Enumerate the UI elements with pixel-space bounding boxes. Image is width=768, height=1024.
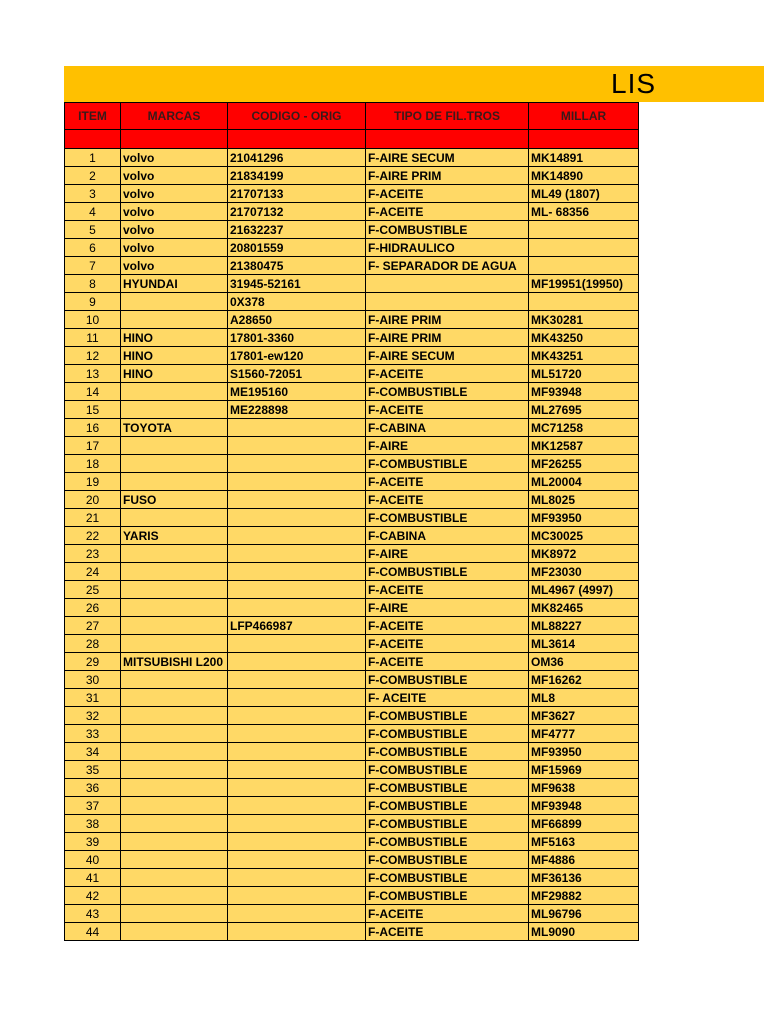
cell-codigo[interactable]: 21707133: [228, 185, 366, 203]
cell-millar[interactable]: MF29882: [529, 887, 639, 905]
cell-tipo[interactable]: F-CABINA: [366, 419, 529, 437]
cell-codigo[interactable]: [228, 473, 366, 491]
cell-millar[interactable]: MF36136: [529, 869, 639, 887]
cell-codigo[interactable]: [228, 527, 366, 545]
cell-millar[interactable]: MF19951(19950): [529, 275, 639, 293]
blank-cell[interactable]: [65, 130, 121, 149]
cell-millar[interactable]: MF26255: [529, 455, 639, 473]
cell-item[interactable]: 18: [65, 455, 121, 473]
cell-marca[interactable]: [121, 923, 228, 941]
table-row: [65, 311, 639, 329]
cell-item[interactable]: 38: [65, 815, 121, 833]
cell-marca[interactable]: [121, 815, 228, 833]
cell-tipo[interactable]: F-HIDRAULICO: [366, 239, 529, 257]
table-row: [65, 365, 639, 383]
cell-codigo[interactable]: [228, 491, 366, 509]
cell-tipo[interactable]: F-COMBUSTIBLE: [366, 725, 529, 743]
cell-item[interactable]: 3: [65, 185, 121, 203]
cell-codigo[interactable]: ME228898: [228, 401, 366, 419]
cell-millar[interactable]: MF16262: [529, 671, 639, 689]
table-row: [65, 779, 639, 797]
cell-millar[interactable]: MK30281: [529, 311, 639, 329]
table-row: [65, 707, 639, 725]
cell-marca[interactable]: [121, 635, 228, 653]
cell-tipo[interactable]: F-COMBUSTIBLE: [366, 509, 529, 527]
cell-tipo[interactable]: F-COMBUSTIBLE: [366, 869, 529, 887]
cell-millar[interactable]: ML49 (1807): [529, 185, 639, 203]
header-codigo[interactable]: CODIGO - ORIG: [228, 103, 366, 130]
cell-tipo[interactable]: F-AIRE PRIM: [366, 167, 529, 185]
cell-item[interactable]: 37: [65, 797, 121, 815]
cell-marca[interactable]: HYUNDAI: [121, 275, 228, 293]
table-row: [65, 383, 639, 401]
cell-item[interactable]: 33: [65, 725, 121, 743]
cell-codigo[interactable]: 17801-ew120: [228, 347, 366, 365]
cell-codigo[interactable]: [228, 779, 366, 797]
cell-millar[interactable]: MF93950: [529, 509, 639, 527]
cell-item[interactable]: 42: [65, 887, 121, 905]
table-row: [65, 545, 639, 563]
cell-codigo[interactable]: [228, 689, 366, 707]
cell-codigo[interactable]: [228, 671, 366, 689]
cell-codigo[interactable]: [228, 725, 366, 743]
cell-item[interactable]: 44: [65, 923, 121, 941]
cell-millar[interactable]: MK14890: [529, 167, 639, 185]
cell-marca[interactable]: volvo: [121, 167, 228, 185]
cell-codigo[interactable]: [228, 869, 366, 887]
cell-tipo[interactable]: F-ACEITE: [366, 617, 529, 635]
cell-millar[interactable]: ML3614: [529, 635, 639, 653]
cell-tipo[interactable]: F-ACEITE: [366, 203, 529, 221]
cell-marca[interactable]: [121, 761, 228, 779]
header-marcas[interactable]: MARCAS: [121, 103, 228, 130]
cell-codigo[interactable]: [228, 887, 366, 905]
cell-tipo[interactable]: F- SEPARADOR DE AGUA: [366, 257, 529, 275]
cell-codigo[interactable]: S1560-72051: [228, 365, 366, 383]
blank-cell[interactable]: [366, 130, 529, 149]
cell-codigo[interactable]: [228, 509, 366, 527]
cell-millar[interactable]: MK8972: [529, 545, 639, 563]
cell-millar[interactable]: MF93950: [529, 743, 639, 761]
cell-item[interactable]: 16: [65, 419, 121, 437]
table-row: [65, 653, 639, 671]
cell-item[interactable]: 6: [65, 239, 121, 257]
cell-marca[interactable]: [121, 383, 228, 401]
cell-tipo[interactable]: F-AIRE: [366, 545, 529, 563]
cell-item[interactable]: 12: [65, 347, 121, 365]
table-row: [65, 455, 639, 473]
table-row: [65, 239, 639, 257]
cell-tipo[interactable]: F-AIRE: [366, 437, 529, 455]
cell-marca[interactable]: HINO: [121, 347, 228, 365]
cell-millar[interactable]: [529, 239, 639, 257]
cell-tipo[interactable]: F-ACEITE: [366, 905, 529, 923]
cell-marca[interactable]: [121, 509, 228, 527]
cell-tipo[interactable]: F-ACEITE: [366, 581, 529, 599]
cell-millar[interactable]: MC30025: [529, 527, 639, 545]
cell-codigo[interactable]: [228, 419, 366, 437]
table-row: [65, 725, 639, 743]
table-row: [65, 221, 639, 239]
cell-tipo[interactable]: F-COMBUSTIBLE: [366, 671, 529, 689]
table-row: [65, 149, 639, 167]
cell-marca[interactable]: [121, 905, 228, 923]
cell-item[interactable]: 10: [65, 311, 121, 329]
cell-item[interactable]: 41: [65, 869, 121, 887]
cell-millar[interactable]: [529, 221, 639, 239]
cell-codigo[interactable]: 21834199: [228, 167, 366, 185]
cell-tipo[interactable]: F-ACEITE: [366, 653, 529, 671]
cell-marca[interactable]: [121, 671, 228, 689]
cell-item[interactable]: 1: [65, 149, 121, 167]
cell-millar[interactable]: ML20004: [529, 473, 639, 491]
cell-item[interactable]: 13: [65, 365, 121, 383]
cell-item[interactable]: 9: [65, 293, 121, 311]
cell-millar[interactable]: ML9090: [529, 923, 639, 941]
cell-millar[interactable]: ML8025: [529, 491, 639, 509]
cell-millar[interactable]: ML51720: [529, 365, 639, 383]
table-row: [65, 491, 639, 509]
table-row: [65, 401, 639, 419]
cell-codigo[interactable]: [228, 563, 366, 581]
cell-item[interactable]: 32: [65, 707, 121, 725]
cell-codigo[interactable]: 21041296: [228, 149, 366, 167]
cell-marca[interactable]: [121, 887, 228, 905]
cell-marca[interactable]: [121, 545, 228, 563]
cell-millar[interactable]: MF4777: [529, 725, 639, 743]
cell-item[interactable]: 24: [65, 563, 121, 581]
cell-item[interactable]: 5: [65, 221, 121, 239]
cell-millar[interactable]: OM36: [529, 653, 639, 671]
cell-tipo[interactable]: F-ACEITE: [366, 185, 529, 203]
cell-item[interactable]: 23: [65, 545, 121, 563]
cell-tipo[interactable]: F-ACEITE: [366, 365, 529, 383]
cell-marca[interactable]: [121, 311, 228, 329]
cell-item[interactable]: 25: [65, 581, 121, 599]
cell-tipo[interactable]: F-AIRE SECUM: [366, 149, 529, 167]
cell-codigo[interactable]: 21380475: [228, 257, 366, 275]
cell-marca[interactable]: [121, 725, 228, 743]
cell-item[interactable]: 19: [65, 473, 121, 491]
cell-marca[interactable]: MITSUBISHI L200: [121, 653, 228, 671]
cell-tipo[interactable]: F-ACEITE: [366, 923, 529, 941]
cell-millar[interactable]: MF3627: [529, 707, 639, 725]
cell-marca[interactable]: YARIS: [121, 527, 228, 545]
cell-tipo[interactable]: F-CABINA: [366, 527, 529, 545]
cell-marca[interactable]: TOYOTA: [121, 419, 228, 437]
table-row: [65, 293, 639, 311]
cell-millar[interactable]: [529, 257, 639, 275]
cell-item[interactable]: 8: [65, 275, 121, 293]
cell-item[interactable]: 2: [65, 167, 121, 185]
cell-tipo[interactable]: F-COMBUSTIBLE: [366, 851, 529, 869]
cell-tipo[interactable]: F-COMBUSTIBLE: [366, 563, 529, 581]
cell-millar[interactable]: MC71258: [529, 419, 639, 437]
cell-codigo[interactable]: 21632237: [228, 221, 366, 239]
blank-cell[interactable]: [228, 130, 366, 149]
cell-codigo[interactable]: 31945-52161: [228, 275, 366, 293]
table-row: [65, 833, 639, 851]
cell-marca[interactable]: HINO: [121, 365, 228, 383]
cell-codigo[interactable]: [228, 833, 366, 851]
cell-marca[interactable]: [121, 599, 228, 617]
cell-codigo[interactable]: [228, 797, 366, 815]
cell-millar[interactable]: MK14891: [529, 149, 639, 167]
cell-item[interactable]: 15: [65, 401, 121, 419]
blank-header-row: [65, 130, 639, 149]
cell-millar[interactable]: MK82465: [529, 599, 639, 617]
cell-item[interactable]: 21: [65, 509, 121, 527]
cell-codigo[interactable]: [228, 923, 366, 941]
table-row: [65, 851, 639, 869]
cell-tipo[interactable]: [366, 275, 529, 293]
cell-codigo[interactable]: [228, 635, 366, 653]
cell-millar[interactable]: MF9638: [529, 779, 639, 797]
table-row: [65, 275, 639, 293]
cell-millar[interactable]: MF66899: [529, 815, 639, 833]
cell-millar[interactable]: MK12587: [529, 437, 639, 455]
cell-marca[interactable]: [121, 689, 228, 707]
cell-tipo[interactable]: F-COMBUSTIBLE: [366, 887, 529, 905]
header-millar[interactable]: MILLAR: [529, 103, 639, 130]
cell-marca[interactable]: volvo: [121, 203, 228, 221]
cell-marca[interactable]: [121, 473, 228, 491]
cell-tipo[interactable]: F-COMBUSTIBLE: [366, 455, 529, 473]
cell-item[interactable]: 34: [65, 743, 121, 761]
table-row: [65, 617, 639, 635]
cell-millar[interactable]: MF93948: [529, 797, 639, 815]
cell-item[interactable]: 39: [65, 833, 121, 851]
table-row: [65, 635, 639, 653]
cell-marca[interactable]: [121, 293, 228, 311]
cell-codigo[interactable]: A28650: [228, 311, 366, 329]
table-row: [65, 563, 639, 581]
cell-marca[interactable]: volvo: [121, 221, 228, 239]
cell-millar[interactable]: ML- 68356: [529, 203, 639, 221]
cell-millar[interactable]: MF4886: [529, 851, 639, 869]
cell-tipo[interactable]: F-AIRE SECUM: [366, 347, 529, 365]
cell-marca[interactable]: [121, 833, 228, 851]
cell-codigo[interactable]: [228, 653, 366, 671]
header-tipo[interactable]: TIPO DE FIL.TROS: [366, 103, 529, 130]
cell-marca[interactable]: [121, 617, 228, 635]
cell-item[interactable]: 14: [65, 383, 121, 401]
cell-codigo[interactable]: [228, 581, 366, 599]
cell-tipo[interactable]: F-AIRE PRIM: [366, 329, 529, 347]
cell-codigo[interactable]: [228, 905, 366, 923]
header-row: [65, 103, 639, 130]
table-row: [65, 527, 639, 545]
cell-item[interactable]: 28: [65, 635, 121, 653]
cell-marca[interactable]: volvo: [121, 149, 228, 167]
table-row: [65, 923, 639, 941]
cell-tipo[interactable]: F-COMBUSTIBLE: [366, 779, 529, 797]
cell-item[interactable]: 11: [65, 329, 121, 347]
table-row: [65, 329, 639, 347]
cell-marca[interactable]: volvo: [121, 257, 228, 275]
table-row: [65, 509, 639, 527]
sheet-title: LIS: [611, 68, 657, 99]
cell-marca[interactable]: [121, 401, 228, 419]
cell-tipo[interactable]: F-AIRE PRIM: [366, 311, 529, 329]
cell-marca[interactable]: [121, 851, 228, 869]
blank-cell[interactable]: [529, 130, 639, 149]
cell-item[interactable]: 29: [65, 653, 121, 671]
cell-codigo[interactable]: ME195160: [228, 383, 366, 401]
cell-marca[interactable]: [121, 455, 228, 473]
table-row: [65, 599, 639, 617]
filters-table: [64, 102, 639, 941]
blank-cell[interactable]: [121, 130, 228, 149]
table-row: [65, 581, 639, 599]
cell-millar[interactable]: ML96796: [529, 905, 639, 923]
cell-codigo[interactable]: [228, 743, 366, 761]
table-row: [65, 689, 639, 707]
cell-marca[interactable]: [121, 797, 228, 815]
cell-marca[interactable]: [121, 581, 228, 599]
table-row: [65, 347, 639, 365]
cell-item[interactable]: 36: [65, 779, 121, 797]
table-row: [65, 815, 639, 833]
cell-codigo[interactable]: [228, 707, 366, 725]
cell-item[interactable]: 35: [65, 761, 121, 779]
cell-item[interactable]: 43: [65, 905, 121, 923]
table-row: [65, 185, 639, 203]
title-bar: [64, 66, 764, 102]
cell-millar[interactable]: MF15969: [529, 761, 639, 779]
cell-millar[interactable]: MF5163: [529, 833, 639, 851]
table-row: [65, 887, 639, 905]
cell-millar[interactable]: ML8: [529, 689, 639, 707]
cell-marca[interactable]: FUSO: [121, 491, 228, 509]
cell-item[interactable]: 7: [65, 257, 121, 275]
cell-item[interactable]: 4: [65, 203, 121, 221]
cell-millar[interactable]: MK43251: [529, 347, 639, 365]
cell-item[interactable]: 26: [65, 599, 121, 617]
cell-item[interactable]: 20: [65, 491, 121, 509]
cell-marca[interactable]: [121, 707, 228, 725]
cell-tipo[interactable]: F-COMBUSTIBLE: [366, 833, 529, 851]
cell-millar[interactable]: MK43250: [529, 329, 639, 347]
cell-codigo[interactable]: LFP466987: [228, 617, 366, 635]
cell-item[interactable]: 40: [65, 851, 121, 869]
table-row: [65, 203, 639, 221]
table-row: [65, 473, 639, 491]
cell-codigo[interactable]: [228, 761, 366, 779]
cell-tipo[interactable]: F-COMBUSTIBLE: [366, 815, 529, 833]
cell-millar[interactable]: [529, 293, 639, 311]
cell-tipo[interactable]: F-COMBUSTIBLE: [366, 383, 529, 401]
cell-tipo[interactable]: F-ACEITE: [366, 491, 529, 509]
cell-millar[interactable]: ML27695: [529, 401, 639, 419]
cell-marca[interactable]: [121, 743, 228, 761]
cell-marca[interactable]: volvo: [121, 239, 228, 257]
cell-item[interactable]: 17: [65, 437, 121, 455]
cell-tipo[interactable]: F-COMBUSTIBLE: [366, 707, 529, 725]
cell-tipo[interactable]: F-COMBUSTIBLE: [366, 797, 529, 815]
cell-tipo[interactable]: [366, 293, 529, 311]
cell-tipo[interactable]: F-COMBUSTIBLE: [366, 221, 529, 239]
cell-marca[interactable]: [121, 869, 228, 887]
cell-item[interactable]: 31: [65, 689, 121, 707]
cell-item[interactable]: 30: [65, 671, 121, 689]
table-row: [65, 761, 639, 779]
cell-codigo[interactable]: [228, 455, 366, 473]
cell-codigo[interactable]: 21707132: [228, 203, 366, 221]
table-row: [65, 797, 639, 815]
cell-item[interactable]: 27: [65, 617, 121, 635]
cell-codigo[interactable]: [228, 437, 366, 455]
cell-codigo[interactable]: [228, 851, 366, 869]
cell-codigo[interactable]: [228, 599, 366, 617]
cell-item[interactable]: 22: [65, 527, 121, 545]
cell-marca[interactable]: HINO: [121, 329, 228, 347]
cell-codigo[interactable]: [228, 815, 366, 833]
cell-codigo[interactable]: 0X378: [228, 293, 366, 311]
cell-tipo[interactable]: F-COMBUSTIBLE: [366, 743, 529, 761]
table-row: [65, 257, 639, 275]
cell-tipo[interactable]: F-AIRE: [366, 599, 529, 617]
table-row: [65, 419, 639, 437]
cell-millar[interactable]: MF93948: [529, 383, 639, 401]
cell-tipo[interactable]: F-ACEITE: [366, 473, 529, 491]
cell-millar[interactable]: ML88227: [529, 617, 639, 635]
table-row: [65, 905, 639, 923]
table-row: [65, 869, 639, 887]
cell-tipo[interactable]: F- ACEITE: [366, 689, 529, 707]
cell-marca[interactable]: [121, 437, 228, 455]
cell-marca[interactable]: volvo: [121, 185, 228, 203]
table-row: [65, 167, 639, 185]
cell-codigo[interactable]: 20801559: [228, 239, 366, 257]
cell-codigo[interactable]: 17801-3360: [228, 329, 366, 347]
cell-millar[interactable]: MF23030: [529, 563, 639, 581]
cell-tipo[interactable]: F-COMBUSTIBLE: [366, 761, 529, 779]
cell-tipo[interactable]: F-ACEITE: [366, 635, 529, 653]
cell-tipo[interactable]: F-ACEITE: [366, 401, 529, 419]
cell-marca[interactable]: [121, 563, 228, 581]
cell-millar[interactable]: ML4967 (4997): [529, 581, 639, 599]
table-row: [65, 671, 639, 689]
cell-marca[interactable]: [121, 779, 228, 797]
table-row: [65, 743, 639, 761]
table-row: [65, 437, 639, 455]
header-item[interactable]: ITEM: [65, 103, 121, 130]
cell-codigo[interactable]: [228, 545, 366, 563]
